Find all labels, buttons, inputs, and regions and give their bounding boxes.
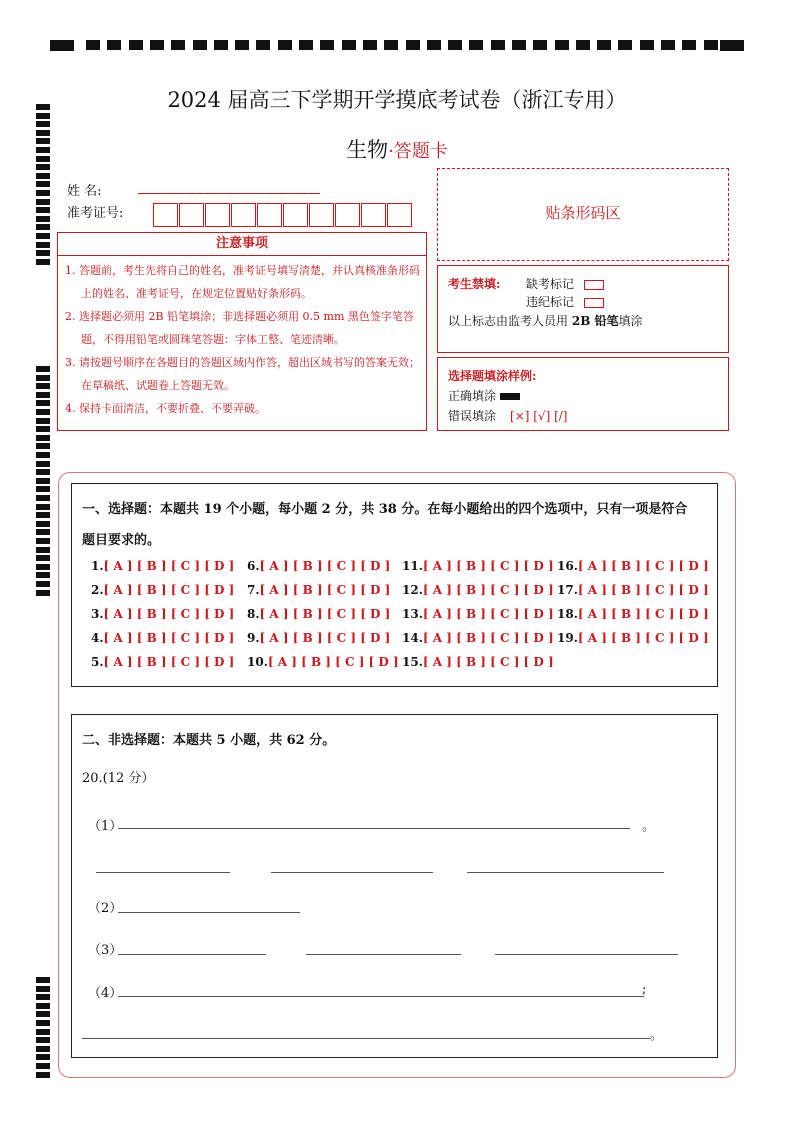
timing-mark <box>469 40 483 50</box>
timing-mark <box>36 986 50 992</box>
question-number: 6. <box>247 559 260 573</box>
choice-question[interactable] <box>557 631 709 645</box>
timing-mark <box>320 40 334 50</box>
id-digit-box[interactable] <box>257 203 282 227</box>
subject-name: 生物 <box>346 138 389 162</box>
timing-mark <box>36 572 50 578</box>
choice-question[interactable] <box>247 559 390 573</box>
absent-checkbox[interactable] <box>584 280 604 290</box>
choice-question[interactable] <box>91 607 234 621</box>
id-digit-box[interactable] <box>179 203 204 227</box>
choice-options[interactable]: [ A ] [ B ] [ C ] [ D ] <box>422 559 554 573</box>
choice-options[interactable]: [ A ] [ B ] [ C ] [ D ] <box>103 631 235 645</box>
timing-mark <box>533 40 547 50</box>
id-digit-box[interactable] <box>153 203 178 227</box>
timing-mark <box>576 40 590 50</box>
timing-mark <box>36 113 50 119</box>
forbid-box <box>437 265 729 353</box>
timing-mark <box>36 181 50 187</box>
choice-options[interactable]: [ A ] [ B ] [ C ] [ D ] <box>259 583 391 597</box>
timing-mark <box>406 40 420 50</box>
id-digit-box[interactable] <box>387 203 412 227</box>
timing-mark <box>704 40 718 50</box>
choice-options[interactable]: [ A ] [ B ] [ C ] [ D ] <box>422 583 554 597</box>
timing-mark <box>36 504 50 510</box>
section1-heading: 一、选择题：本题共 19 个小题，每小题 2 分，共 38 分。在每小题给出的四个选项中，只有一项是符合 <box>82 502 688 517</box>
section-free-response <box>71 714 718 1058</box>
choice-options[interactable]: [ A ] [ B ] [ C ] [ D ] <box>577 559 709 573</box>
choice-options[interactable]: [ A ] [ B ] [ C ] [ D ] <box>422 631 554 645</box>
timing-mark <box>36 190 50 196</box>
wrong-sample: 错误填涂 [×] [√] [/] <box>448 409 568 423</box>
timing-mark <box>36 418 50 424</box>
timing-mark <box>193 40 207 50</box>
answer-line-1[interactable] <box>118 828 630 829</box>
id-digit-box[interactable] <box>231 203 256 227</box>
answer-line-4a[interactable] <box>118 996 644 997</box>
name-field[interactable] <box>138 193 320 194</box>
timing-mark <box>256 40 270 50</box>
timing-mark <box>427 40 441 50</box>
choice-question[interactable] <box>557 559 709 573</box>
section-multiple-choice <box>71 483 718 687</box>
choice-question[interactable] <box>247 583 390 597</box>
timing-mark <box>363 40 377 50</box>
card-label: 答题卡 <box>393 141 448 162</box>
timing-mark <box>36 555 50 561</box>
section1-heading-cont: 题目要求的。 <box>82 533 161 548</box>
question-number: 11. <box>402 559 423 573</box>
timing-mark <box>36 242 50 248</box>
timing-mark <box>640 40 654 50</box>
question-number: 12. <box>402 583 423 597</box>
question-number: 18. <box>557 607 578 621</box>
barcode-area <box>437 168 729 261</box>
part-3-label: （3） <box>88 943 123 958</box>
timing-mark <box>36 199 50 205</box>
choice-question[interactable] <box>91 559 234 573</box>
timing-mark <box>342 40 356 50</box>
timing-mark <box>36 1072 50 1078</box>
timing-mark <box>448 40 462 50</box>
timing-mark <box>36 426 50 432</box>
question-number: 16. <box>557 559 578 573</box>
period-mark: 。 <box>642 819 656 834</box>
choice-options[interactable]: [ A ] [ B ] [ C ] [ D ] <box>259 559 391 573</box>
timing-mark <box>36 250 50 256</box>
forbid-label: 考生禁填: <box>448 277 501 291</box>
timing-mark <box>150 40 164 50</box>
id-digit-box[interactable] <box>205 203 230 227</box>
note-item: 1. 答题前，考生先将自己的姓名，准考证号填写清楚，并认真核准条形码上的姓名、准考证号，在规定位置贴好条形码。 <box>65 264 420 300</box>
timing-mark <box>555 40 569 50</box>
question-number: 7. <box>247 583 260 597</box>
timing-mark <box>50 40 74 51</box>
timing-mark <box>36 400 50 406</box>
timing-mark <box>36 121 50 127</box>
timing-mark <box>720 40 744 51</box>
question-number: 5. <box>91 655 104 669</box>
timing-mark <box>512 40 526 50</box>
timing-mark <box>36 547 50 553</box>
answer-line-3b[interactable] <box>306 954 461 955</box>
answer-line-1c[interactable] <box>271 872 433 873</box>
timing-mark <box>36 138 50 144</box>
timing-mark <box>36 1054 50 1060</box>
wrong-marks: [×] [√] [/] <box>510 409 568 423</box>
timing-mark <box>36 581 50 587</box>
answer-line-1b[interactable] <box>96 872 230 873</box>
id-digit-box[interactable] <box>335 203 360 227</box>
answer-line-4b[interactable] <box>82 1038 650 1039</box>
timing-mark <box>36 529 50 535</box>
choice-question[interactable] <box>91 583 234 597</box>
timing-mark <box>36 383 50 389</box>
timing-mark <box>36 130 50 136</box>
question-number: 10. <box>247 655 268 669</box>
answer-line-2[interactable] <box>118 912 300 913</box>
choice-question[interactable] <box>402 607 554 621</box>
note-item: 3. 请按题号顺序在各题目的答题区域内作答，超出区域书写的答案无效；在草稿纸、试题卷上答题无效。 <box>65 356 420 392</box>
timing-mark <box>36 147 50 153</box>
question-number: 2. <box>91 583 104 597</box>
note-item: 2. 选择题必须用 2B 铅笔填涂；非选择题必须用 0.5 mm 黑色签字笔答题，不得用铅笔或圆珠笔答题：字体工整、笔迹清晰。 <box>65 310 414 346</box>
timing-mark <box>36 486 50 492</box>
choice-question[interactable] <box>557 607 709 621</box>
choice-options[interactable]: [ A ] [ B ] [ C ] [ D ] <box>259 607 391 621</box>
choice-question[interactable] <box>402 655 554 669</box>
question-number: 1. <box>91 559 104 573</box>
timing-mark <box>36 1011 50 1017</box>
choice-question[interactable] <box>557 583 709 597</box>
choice-options[interactable]: [ A ] [ B ] [ C ] [ D ] <box>422 607 554 621</box>
part-4-label: （4） <box>88 986 123 1001</box>
timing-mark <box>86 40 100 50</box>
section2-heading: 二、非选择题：本题共 5 小题，共 62 分。 <box>82 733 336 748</box>
choice-options[interactable]: [ A ] [ B ] [ C ] [ D ] <box>103 655 235 669</box>
sample-label: 选择题填涂样例: <box>448 369 537 383</box>
timing-mark <box>36 564 50 570</box>
period-mark-end: 。 <box>650 1028 664 1043</box>
timing-mark <box>36 207 50 213</box>
card-subtitle <box>0 134 794 164</box>
notes-box <box>57 232 427 431</box>
absent-label: 缺考标记 <box>526 277 575 291</box>
timing-mark <box>36 521 50 527</box>
question-number: 9. <box>247 631 260 645</box>
timing-mark <box>36 156 50 162</box>
timing-mark <box>36 409 50 415</box>
notes-title: 注意事项 <box>58 233 426 256</box>
choice-question[interactable] <box>247 631 390 645</box>
filled-mark-icon <box>500 393 520 400</box>
note-item: 4. 保持卡面清洁，不要折叠、不要弄破。 <box>65 402 266 415</box>
timing-mark <box>36 435 50 441</box>
timing-mark <box>36 1046 50 1052</box>
violation-label: 违纪标记 <box>526 295 575 309</box>
timing-mark <box>682 40 696 50</box>
forbid-note: 以上标志由监考人员用 2B 铅笔填涂 <box>448 314 643 328</box>
id-digit-box[interactable] <box>283 203 308 227</box>
choice-question[interactable] <box>247 655 399 669</box>
violation-mark <box>526 293 604 310</box>
timing-mark <box>36 538 50 544</box>
timing-mark <box>278 40 292 50</box>
timing-mark <box>36 994 50 1000</box>
question-number: 15. <box>402 655 423 669</box>
timing-mark <box>36 495 50 501</box>
timing-mark <box>36 1037 50 1043</box>
name-label: 姓 名: <box>67 184 102 199</box>
timing-mark <box>36 977 50 983</box>
exam-title: 2024 届高三下学期开学摸底考试卷（浙江专用） <box>167 88 627 112</box>
question-number: 3. <box>91 607 104 621</box>
timing-mark <box>36 233 50 239</box>
timing-mark <box>384 40 398 50</box>
timing-mark <box>36 461 50 467</box>
timing-mark <box>129 40 143 50</box>
timing-mark <box>214 40 228 50</box>
choice-options[interactable]: [ A ] [ B ] [ C ] [ D ] <box>259 631 391 645</box>
answer-line-1d[interactable] <box>467 872 664 873</box>
semicolon-mark: ; <box>642 982 647 997</box>
timing-mark <box>36 164 50 170</box>
part-1-label: （1） <box>88 819 123 834</box>
timing-mark <box>235 40 249 50</box>
timing-mark <box>36 1020 50 1026</box>
question-number: 8. <box>247 607 260 621</box>
question-number: 17. <box>557 583 578 597</box>
timing-mark <box>299 40 313 50</box>
timing-mark <box>661 40 675 50</box>
question-number: 19. <box>557 631 578 645</box>
sample-box <box>437 357 729 431</box>
choice-question[interactable] <box>402 631 554 645</box>
answer-line-3a[interactable] <box>118 954 266 955</box>
choice-options[interactable]: [ A ] [ B ] [ C ] [ D ] <box>103 607 235 621</box>
choice-options[interactable]: [ A ] [ B ] [ C ] [ D ] <box>577 583 709 597</box>
choice-question[interactable] <box>247 607 390 621</box>
timing-mark <box>36 259 50 265</box>
timing-mark <box>36 1003 50 1009</box>
timing-mark <box>36 216 50 222</box>
timing-mark <box>36 392 50 398</box>
notes-list <box>65 259 427 420</box>
timing-mark <box>36 173 50 179</box>
choice-question[interactable] <box>91 655 234 669</box>
choice-options[interactable]: [ A ] [ B ] [ C ] [ D ] <box>103 583 235 597</box>
question-number: 14. <box>402 631 423 645</box>
choice-question[interactable] <box>402 583 554 597</box>
id-digit-box[interactable] <box>361 203 386 227</box>
separator: · <box>388 141 394 162</box>
choice-options[interactable]: [ A ] [ B ] [ C ] [ D ] <box>422 655 554 669</box>
correct-sample: 正确填涂 <box>448 387 520 404</box>
choice-question[interactable] <box>402 559 554 573</box>
choice-options[interactable]: [ A ] [ B ] [ C ] [ D ] <box>577 607 709 621</box>
question-number: 13. <box>402 607 423 621</box>
timing-mark <box>36 452 50 458</box>
timing-mark <box>36 469 50 475</box>
timing-mark <box>491 40 505 50</box>
timing-mark <box>36 512 50 518</box>
choice-options[interactable]: [ A ] [ B ] [ C ] [ D ] <box>267 655 399 669</box>
part-2-label: （2） <box>88 901 123 916</box>
id-label: 准考证号: <box>67 206 124 221</box>
answer-line-3c[interactable] <box>495 954 678 955</box>
choice-options[interactable]: [ A ] [ B ] [ C ] [ D ] <box>577 631 709 645</box>
violation-checkbox[interactable] <box>584 298 604 308</box>
timing-mark <box>107 40 121 50</box>
choice-question[interactable] <box>91 631 234 645</box>
timing-mark <box>36 590 50 596</box>
timing-mark <box>36 104 50 110</box>
choice-options[interactable]: [ A ] [ B ] [ C ] [ D ] <box>103 559 235 573</box>
timing-mark <box>36 1029 50 1035</box>
timing-mark <box>36 375 50 381</box>
timing-mark <box>171 40 185 50</box>
question-20-label: 20.(12 分） <box>82 771 155 786</box>
timing-mark <box>36 478 50 484</box>
absent-mark <box>526 275 604 292</box>
timing-mark <box>36 1063 50 1069</box>
question-number: 4. <box>91 631 104 645</box>
timing-mark <box>36 443 50 449</box>
timing-mark <box>597 40 611 50</box>
timing-mark <box>36 224 50 230</box>
barcode-label: 贴条形码区 <box>545 204 621 222</box>
timing-mark <box>618 40 632 50</box>
id-digit-box[interactable] <box>309 203 334 227</box>
timing-mark <box>36 366 50 372</box>
